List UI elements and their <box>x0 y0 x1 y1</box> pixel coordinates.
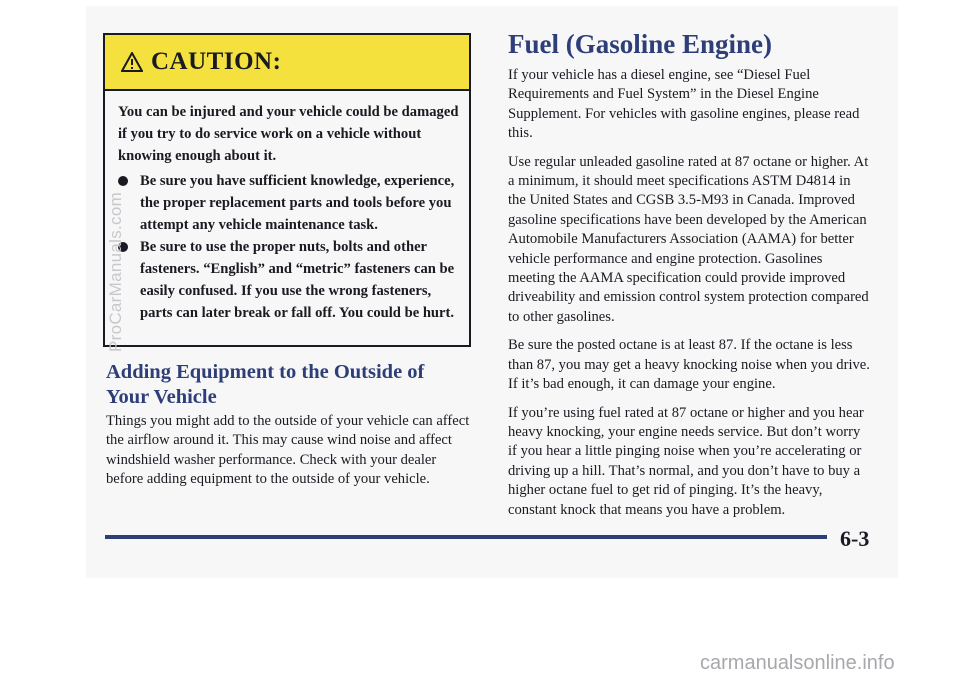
caution-bullet-text: Be sure you have sufficient knowledge, experience, the proper replacement parts and tools before you attempt any vehicle maintenance task. <box>140 173 455 233</box>
watermark: ProCarManuals.com <box>106 191 125 352</box>
adding-equipment-heading: Adding Equipment to the Outside of Your Vehicle <box>106 361 425 408</box>
footer-brand: carmanualsonline.info <box>700 652 895 674</box>
fuel-paragraph: If you’re using fuel rated at 87 octane or higher and you hear heavy knocking, your engine needs service. But don’t worry if you hear a little pinging noise when you’re accelerating or driving up a hill. That’s normal, and you don’t have to buy a higher octane fuel to get rid of pinging. It’s the heavy, constant knock that means you have a problem. <box>508 404 864 518</box>
bullet-icon <box>118 176 128 186</box>
page-number: 6-3 <box>840 526 870 551</box>
fuel-content <box>508 66 870 529</box>
caution-title: CAUTION: <box>151 48 282 75</box>
caution-bullet-text: Be sure to use the proper nuts, bolts and other fasteners. “English” and “metric” fasteners can be easily confused. If you use the wrong fasteners, parts can later break or fall off. You could be hurt. <box>140 239 455 321</box>
caution-header <box>105 35 469 91</box>
fuel-paragraph: Be sure the posted octane is at least 87. If the octane is less than 87, you may get a heavy knocking noise when you drive. If it’s bad enough, it can damage your engine. <box>508 337 870 393</box>
fuel-paragraph: Use regular unleaded gasoline rated at 87 octane or higher. At a minimum, it should meet specifications ASTM D4814 in the United States and CGSB 3.5-M93 in Canada. Improved gasoline specifications have been developed by the American Automobile Manufacturers Association (AAMA) for better vehicle performance and engine protection. Gasolines meeting the AAMA specification could provide improved driveability and emission control system protection compared to other gasolines. <box>508 153 869 325</box>
warning-triangle-icon <box>121 52 143 72</box>
fuel-paragraph: If your vehicle has a diesel engine, see “Diesel Fuel Requirements and Fuel System” in the Diesel Engine Supplement. For vehicles with gasoline engines, please read this. <box>508 67 860 142</box>
footer-rule <box>105 535 827 539</box>
caution-intro: You can be injured and your vehicle could be damaged if you try to do service work on a vehicle without knowing enough about it. <box>118 104 459 164</box>
fuel-title: Fuel (Gasoline Engine) <box>508 29 773 59</box>
caution-body <box>105 91 469 324</box>
caution-list <box>118 170 459 324</box>
caution-bullet <box>118 170 459 236</box>
caution-bullet <box>118 236 459 324</box>
caution-box <box>103 33 471 347</box>
adding-equipment-body: Things you might add to the outside of your vehicle can affect the airflow around it. This may cause wind noise and affect windshield washer performance. Check with your dealer before adding equipment to the outside of your vehicle. <box>106 413 470 488</box>
